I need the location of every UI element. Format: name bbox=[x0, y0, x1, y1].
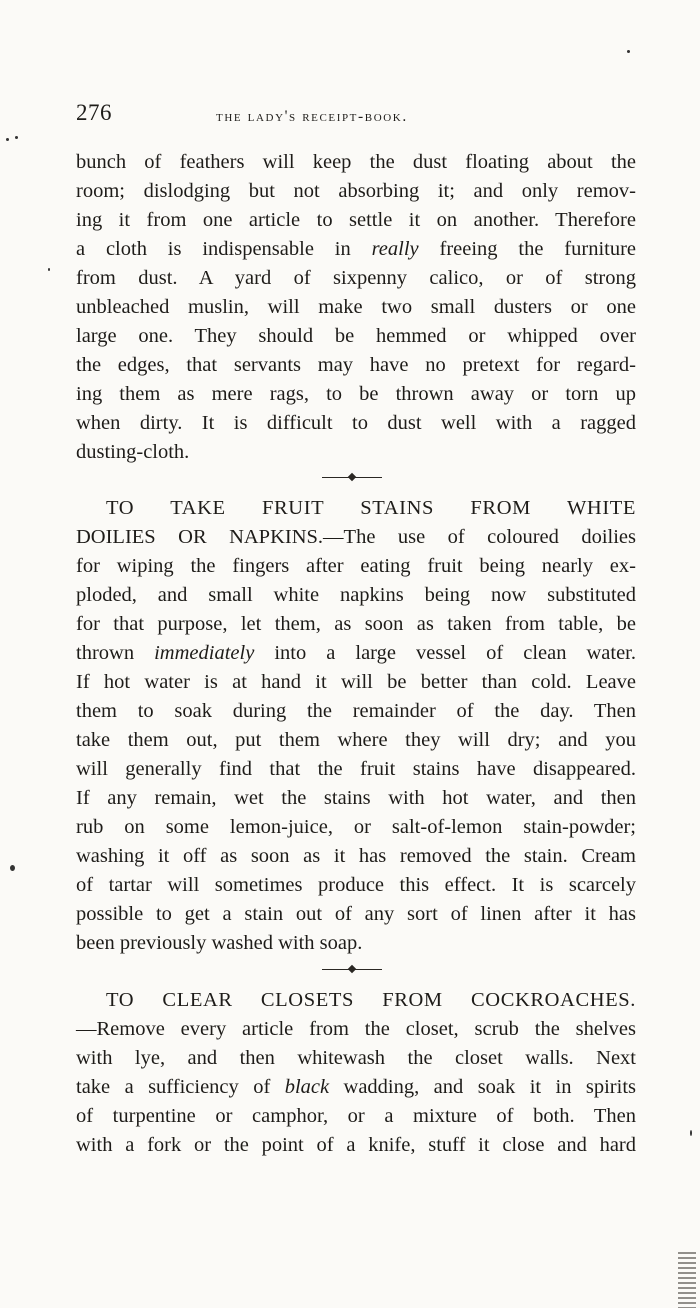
body-line: a cloth is indispensable in really freeing the furniture bbox=[76, 238, 637, 260]
scan-speck bbox=[690, 1130, 692, 1136]
emphasis-word: really bbox=[371, 238, 419, 260]
body-line: dusting-cloth. bbox=[76, 441, 190, 463]
body-line: of turpentine or camphor, or a mixture of both. Then bbox=[76, 1105, 636, 1127]
section-divider bbox=[322, 964, 382, 974]
body-line: been previously washed with soap. bbox=[76, 932, 363, 954]
section-divider bbox=[322, 472, 382, 482]
body-line: room; dislodging but not absorbing it; and only remov- bbox=[76, 180, 636, 202]
body-line: ing them as mere rags, to be thrown away or torn up bbox=[76, 383, 636, 405]
scan-speck bbox=[627, 50, 630, 53]
body-line: them to soak during the remainder of the day. Then bbox=[76, 700, 636, 722]
body-line: possible to get a stain out of any sort of linen after it has bbox=[76, 903, 636, 925]
body-line: with lye, and then whitewash the closet walls. Next bbox=[76, 1047, 636, 1069]
scan-speck bbox=[15, 136, 18, 139]
body-line: —Remove every article from the closet, scrub the shelves bbox=[76, 1018, 636, 1040]
page-number: 276 bbox=[76, 100, 112, 125]
body-line: washing it off as soon as it has removed the stain. Cream bbox=[76, 845, 636, 867]
running-title: the lady's receipt-book. bbox=[216, 108, 408, 125]
body-line: will generally find that the fruit stains have disappeared. bbox=[76, 758, 636, 780]
section-heading: TO CLEAR CLOSETS FROM COCKROACHES. bbox=[106, 989, 636, 1011]
body-line: If hot water is at hand it will be better than cold. Leave bbox=[76, 671, 636, 693]
section-heading: TO TAKE FRUIT STAINS FROM WHITE bbox=[106, 497, 636, 519]
body-line: for wiping the fingers after eating fruit being nearly ex- bbox=[76, 555, 636, 577]
scan-speck bbox=[48, 268, 50, 271]
body-line: of tartar will sometimes produce this effect. It is scarcely bbox=[76, 874, 636, 896]
scan-speck bbox=[6, 138, 9, 141]
body-line: the edges, that servants may have no pretext for regard- bbox=[76, 354, 636, 376]
body-line: bunch of feathers will keep the dust floating about the bbox=[76, 151, 636, 173]
body-line: unbleached muslin, will make two small dusters or one bbox=[76, 296, 636, 318]
scan-speck bbox=[10, 865, 15, 871]
body-line: thrown immediately into a large vessel of clean water. bbox=[76, 642, 637, 664]
emphasis-word: black bbox=[284, 1076, 330, 1098]
body-line: ploded, and small white napkins being now substituted bbox=[76, 584, 636, 606]
body-line: If any remain, wet the stains with hot water, and then bbox=[76, 787, 636, 809]
body-line: ing it from one article to settle it on another. Therefore bbox=[76, 209, 636, 231]
body-line: rub on some lemon-juice, or salt-of-lemon stain-powder; bbox=[76, 816, 636, 838]
body-line: with a fork or the point of a knife, stuff it close and hard bbox=[76, 1134, 636, 1156]
emphasis-word: immediately bbox=[154, 642, 255, 664]
body-line: when dirty. It is difficult to dust well with a ragged bbox=[76, 412, 636, 434]
body-line: take them out, put them where they will dry; and you bbox=[76, 729, 636, 751]
body-line: take a sufficiency of black wadding, and soak it in spirits bbox=[76, 1076, 636, 1098]
page-header bbox=[76, 100, 640, 132]
body-line: DOILIES OR NAPKINS.—The use of coloured doilies bbox=[76, 526, 636, 548]
body-line: from dust. A yard of sixpenny calico, or of strong bbox=[76, 267, 636, 289]
body-line: for that purpose, let them, as soon as taken from table, be bbox=[76, 613, 636, 635]
body-line: large one. They should be hemmed or whipped over bbox=[76, 325, 636, 347]
binding-edge-mark bbox=[678, 1252, 696, 1308]
